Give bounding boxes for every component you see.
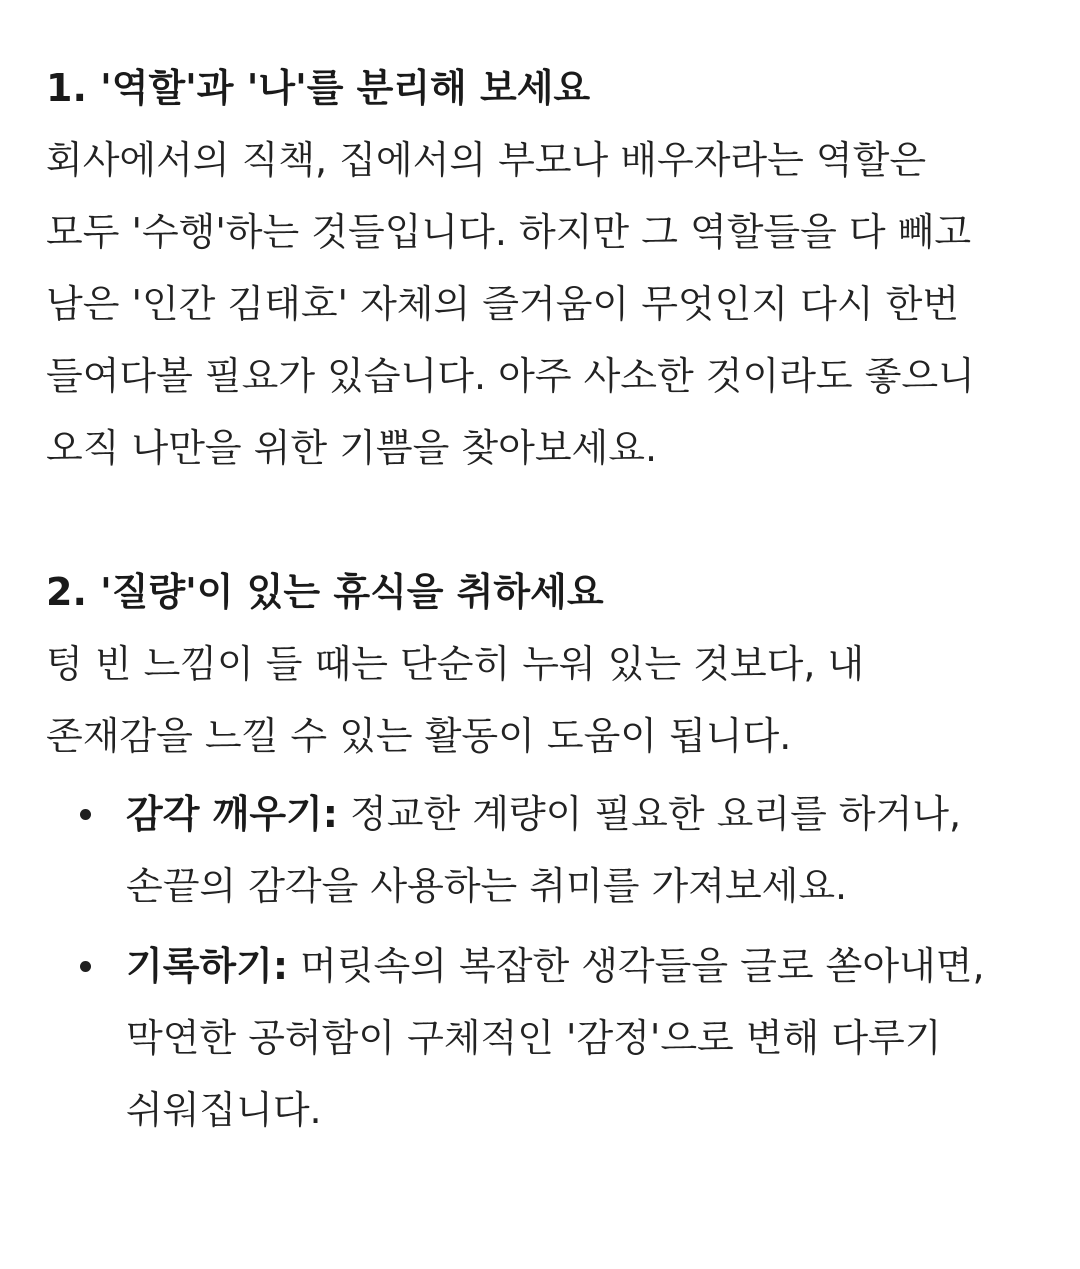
bullet-term: 기록하기: [126,944,289,988]
bullet-term: 감각 깨우기: [126,792,338,836]
paragraph-line: 존재감을 느낄 수 있는 활동이 도움이 됩니다. [46,714,792,758]
bullet-list [46,778,1046,1146]
bullet-text: 머릿속의 복잡한 생각들을 글로 쏟아내면, [288,944,985,988]
bullet-dot-icon [80,961,91,972]
bullet-line [126,930,1046,1002]
bullet-line [126,778,1046,850]
paragraph-line: 오직 나만을 위한 기쁨을 찾아보세요. [46,426,658,470]
bullet-text: 정교한 계량이 필요한 요리를 하거나, [337,792,962,836]
bullet-item-record [46,930,1046,1146]
document-body [46,52,1046,1154]
paragraph-line: 남은 '인간 김태호' 자체의 즐거움이 무엇인지 다시 한번 [46,282,960,326]
paragraph-line: 텅 빈 느낌이 들 때는 단순히 누워 있는 것보다, 내 [46,642,865,686]
bullet-line: 쉬워집니다. [126,1088,322,1132]
paragraph-line: 모두 '수행'하는 것들입니다. 하지만 그 역할들을 다 빼고 [46,210,972,254]
bullet-line: 손끝의 감각을 사용하는 취미를 가져보세요. [126,864,848,908]
section-2-heading: 2. '질량'이 있는 휴식을 취하세요 [46,570,604,614]
bullet-item-sense [46,778,1046,922]
section-2 [46,556,1046,1146]
section-1-paragraph [46,124,1046,484]
section-2-paragraph [46,628,1046,772]
bullet-line: 막연한 공허함이 구체적인 '감정'으로 변해 다루기 [126,1016,942,1060]
section-1-heading: 1. '역할'과 '나'를 분리해 보세요 [46,66,591,110]
paragraph-line: 들여다볼 필요가 있습니다. 아주 사소한 것이라도 좋으니 [46,354,975,398]
paragraph-line: 회사에서의 직책, 집에서의 부모나 배우자라는 역할은 [46,138,927,182]
bullet-dot-icon [80,809,91,820]
